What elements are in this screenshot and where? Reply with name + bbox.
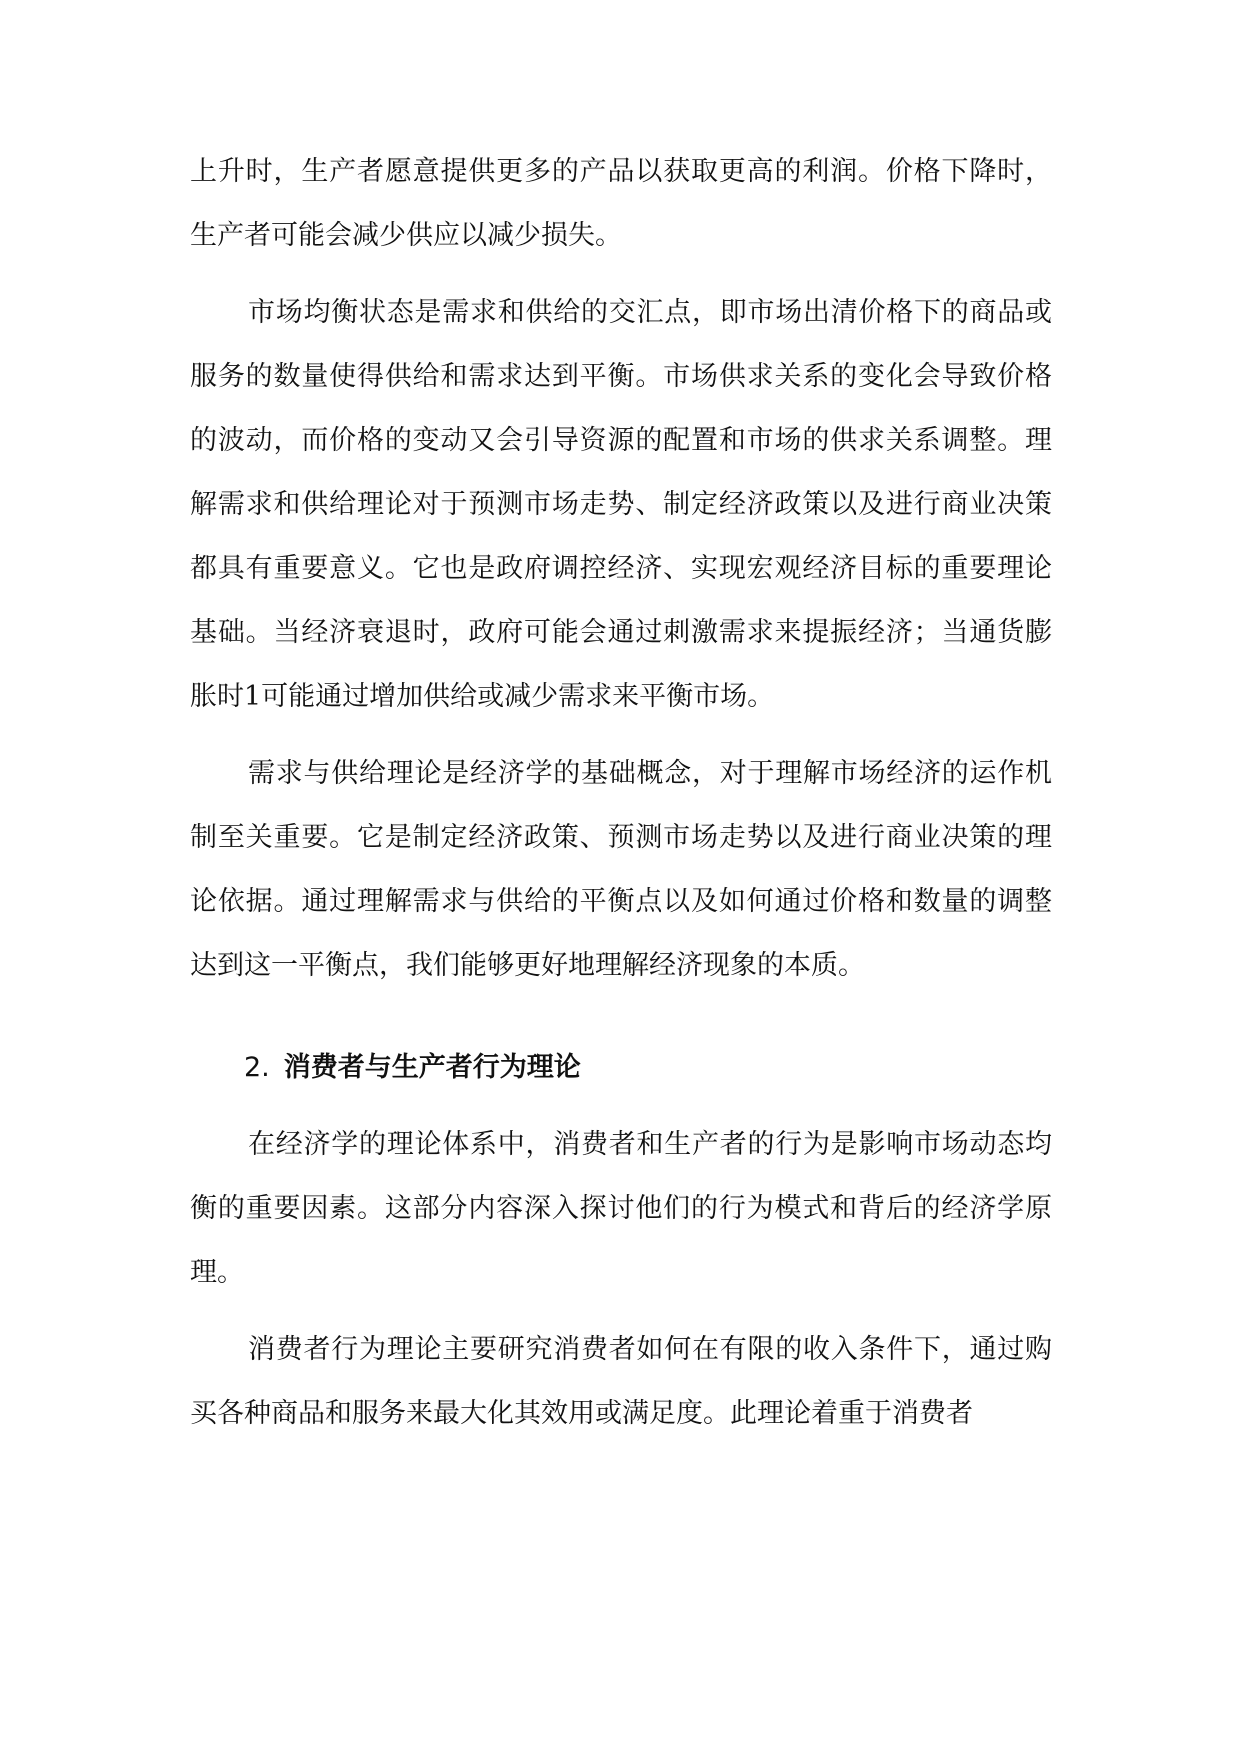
paragraph-continuation: 上升时，生产者愿意提供更多的产品以获取更高的利润。价格下降时，生产者可能会减少供应以减少损失。: [190, 156, 1052, 251]
section-number: 2.: [244, 1052, 270, 1083]
paragraph-supply-demand-summary: 需求与供给理论是经济学的基础概念，对于理解市场经济的运作机制至关重要。它是制定经济政策、预测市场走势以及进行商业决策的理论依据。通过理解需求与供给的平衡点以及如何通过价格和数量的调整达到这一平衡点，我们能够更好地理解经济现象的本质。: [190, 758, 1052, 981]
paragraph-behavior-intro: 在经济学的理论体系中，消费者和生产者的行为是影响市场动态均衡的重要因素。这部分内容深入探讨他们的行为模式和背后的经济学原理。: [190, 1129, 1052, 1288]
paragraph-market-equilibrium: 市场均衡状态是需求和供给的交汇点，即市场出清价格下的商品或服务的数量使得供给和需求达到平衡。市场供求关系的变化会导致价格的波动，而价格的变动又会引导资源的配置和市场的供求关系调整。理解需求和供给理论对于预测市场走势、制定经济政策以及进行商业决策都具有重要意义。它也是政府调控经济、实现宏观经济目标的重要理论基础。当经济衰退时，政府可能会通过刺激需求来提振经济；当通货膨胀时1可能通过增加供给或减少需求来平衡市场。: [190, 297, 1052, 712]
section-title: 消费者与生产者行为理论: [283, 1052, 581, 1083]
section-heading: [190, 1036, 1052, 1100]
document-body: [190, 140, 1052, 1459]
paragraph-consumer-theory: 消费者行为理论主要研究消费者如何在有限的收入条件下，通过购买各种商品和服务来最大化其效用或满足度。此理论着重于消费者: [190, 1334, 1052, 1429]
